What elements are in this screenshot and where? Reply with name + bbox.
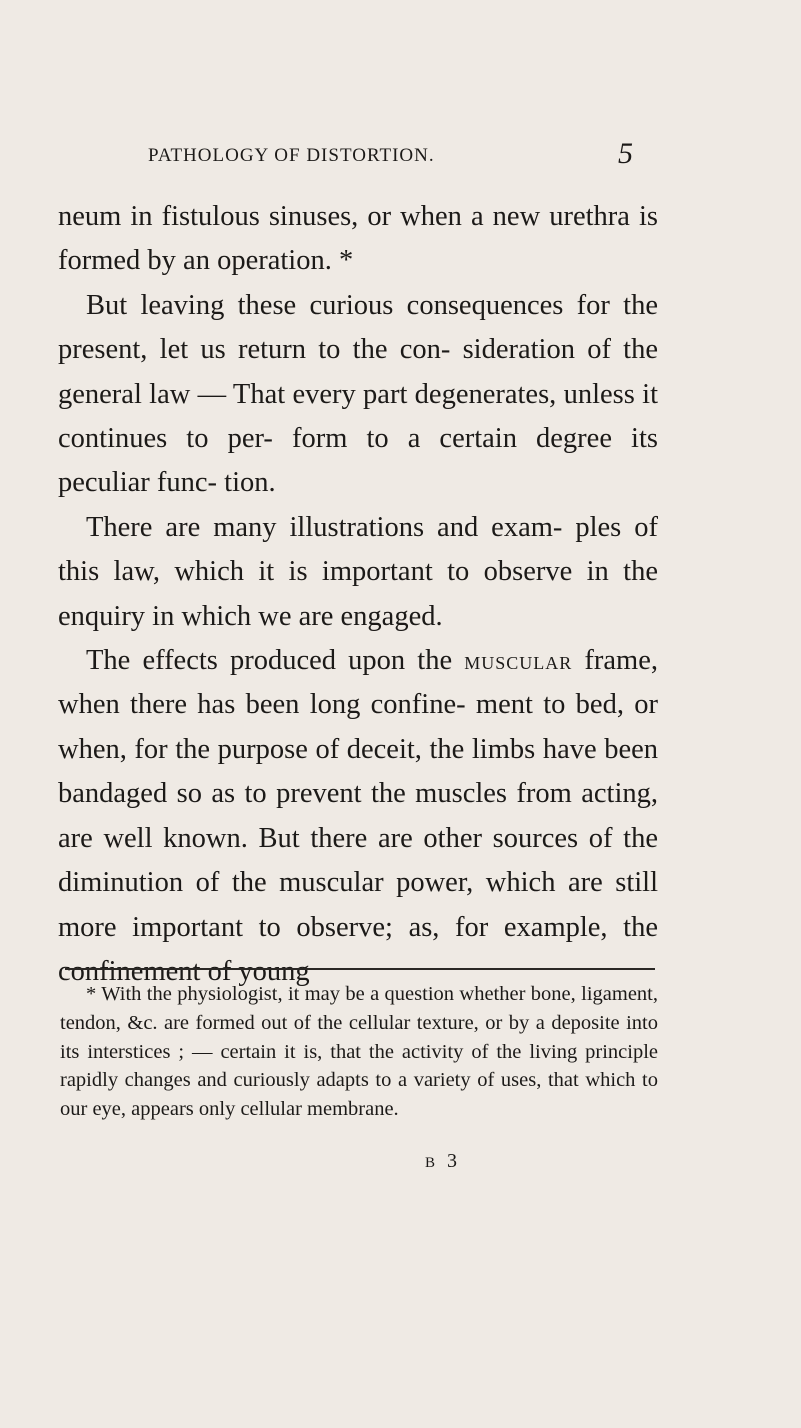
paragraph-general-law: But leaving these curious consequences for the present, let us return to the con- sideration of the general law — That every part degenerates, unless it continues to per- form to a certain degree its peculiar func- tion. [58, 289, 658, 499]
paragraph-text-start: The effects produced upon the [86, 645, 465, 677]
page-number: 5 [618, 137, 634, 170]
header-title: PATHOLOGY OF DISTORTION. [148, 145, 435, 166]
paragraph-continuation: neum in fistulous sinuses, or when a new urethra is formed by an operation. * [58, 201, 658, 277]
paragraph-muscular-frame [58, 639, 658, 994]
paragraph-illustrations: There are many illustrations and exam- ples of this law, which it is important to observe in the enquiry in which we are engaged. [58, 511, 658, 632]
body-text [58, 195, 658, 994]
signature-number: 3 [447, 1150, 464, 1172]
footnote [60, 980, 658, 1124]
footnote-rule [65, 968, 655, 970]
paragraph-text-end: frame, when there has been long confine- ment to bed, or when, for the purpose of deceit, the limbs have been bandaged so as to prevent the muscles from acting, are well known. But there are other sources of the diminution of the muscular power, which are still more important to observe; as, for example, the confinement of young [58, 645, 659, 987]
footnote-text: * With the physiologist, it may be a question whether bone, ligament, tendon, &c. are formed out of the cellular texture, or by a deposite into its interstices ; — certain it is, that the activity of the living principle rapidly changes and curiously adapts to a variety of uses, that which to our eye, appears only cellular membrane. [60, 983, 658, 1121]
small-caps-term: muscular [464, 646, 573, 676]
signature-letter: B [425, 1155, 448, 1171]
signature-mark [425, 1150, 463, 1173]
